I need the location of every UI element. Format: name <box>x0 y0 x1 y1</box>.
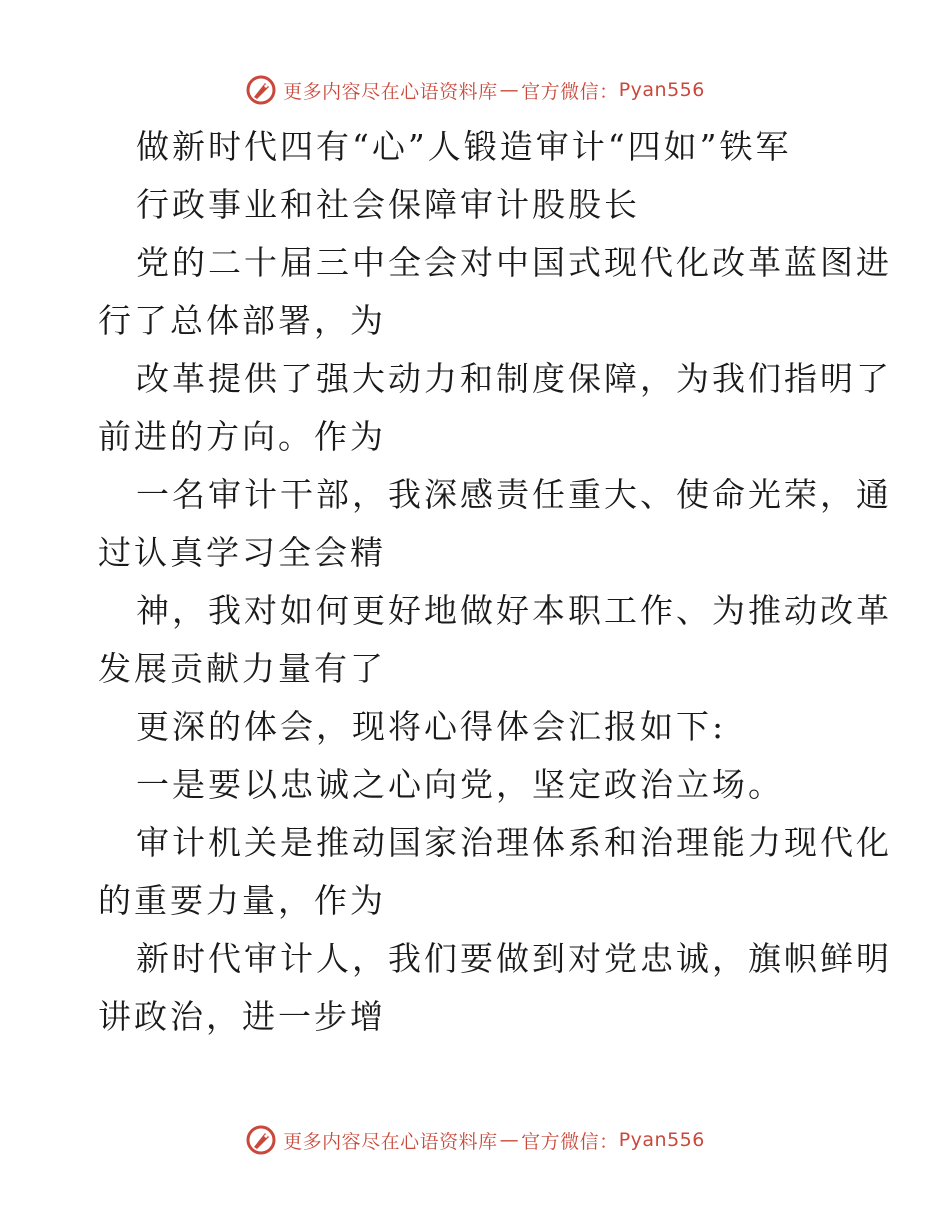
document-body <box>98 118 892 1046</box>
watermark-dash: — <box>499 79 520 101</box>
watermark-wechat-label: 官方微信 <box>521 1130 600 1153</box>
pen-nib-circle-icon <box>245 1124 277 1156</box>
document-title: 做新时代四有“心”人锻造审计“四如”铁军 <box>136 127 792 166</box>
watermark-dash: — <box>499 1129 520 1151</box>
text-line: 过认真学习全会精 <box>98 533 386 572</box>
watermark-account: Pyan556 <box>618 79 705 101</box>
text-line: 新时代审计人，我们要做到对党忠诚，旗帜鲜明 <box>136 939 892 978</box>
text-line: 党的二十届三中全会对中国式现代化改革蓝图进 <box>136 243 892 282</box>
text-line: 发展贡献力量有了 <box>98 649 386 688</box>
text-line: 改革提供了强大动力和制度保障，为我们指明了 <box>136 359 892 398</box>
header-watermark <box>0 70 950 110</box>
footer-watermark <box>0 1120 950 1160</box>
watermark-account: Pyan556 <box>618 1129 705 1151</box>
text-line: 更深的体会，现将心得体会汇报如下: <box>136 707 727 746</box>
text-line: 讲政治，进一步增 <box>98 997 386 1036</box>
text-line: 一名审计干部，我深感责任重大、使命光荣，通 <box>136 475 892 514</box>
text-line: 神，我对如何更好地做好本职工作、为推动改革 <box>136 591 892 630</box>
document-author-role: 行政事业和社会保障审计股股长 <box>136 185 640 224</box>
watermark-separator: ： <box>599 80 619 103</box>
section-heading: 一是要以忠诚之心向党，坚定政治立场。 <box>136 765 784 804</box>
watermark-separator: ： <box>599 1130 619 1153</box>
watermark-main-text: 更多内容尽在心语资料库 <box>283 1130 498 1153</box>
text-line: 的重要力量，作为 <box>98 881 386 920</box>
pen-nib-circle-icon <box>245 74 277 106</box>
watermark-main-text: 更多内容尽在心语资料库 <box>283 80 498 103</box>
text-line: 审计机关是推动国家治理体系和治理能力现代化 <box>136 823 892 862</box>
text-line: 前进的方向。作为 <box>98 417 386 456</box>
text-line: 行了总体部署，为 <box>98 301 386 340</box>
watermark-wechat-label: 官方微信 <box>521 80 600 103</box>
